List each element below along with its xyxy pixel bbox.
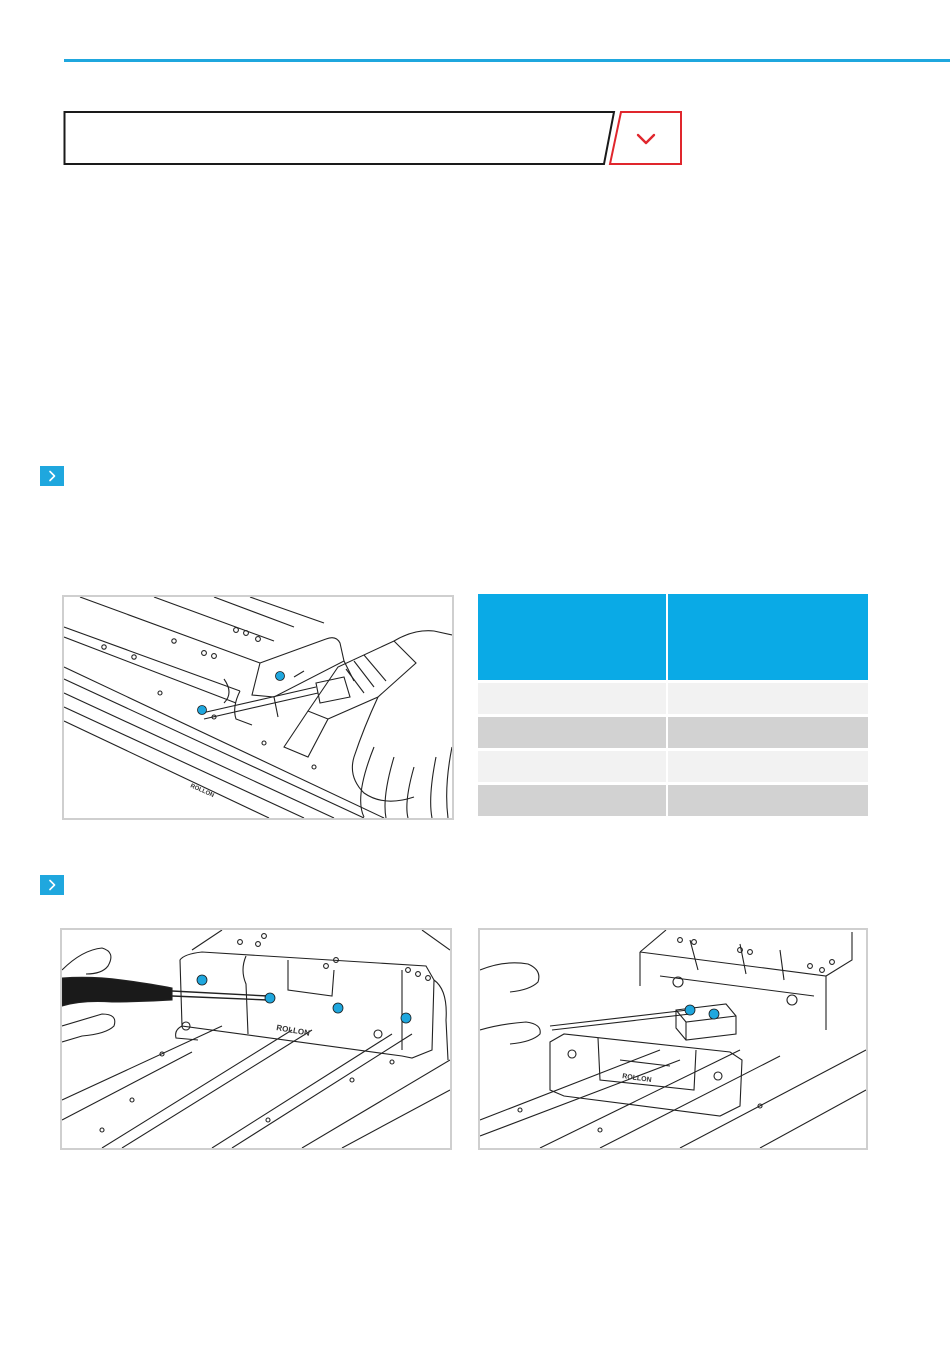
section-marker-2[interactable] bbox=[40, 875, 64, 895]
chevron-down-icon bbox=[605, 110, 683, 166]
carriage-illustration bbox=[64, 597, 452, 818]
table-cell bbox=[668, 751, 868, 782]
end-cap-removal-illustration bbox=[480, 930, 866, 1148]
section-marker-1[interactable] bbox=[40, 466, 64, 486]
figure-end-cap-screws bbox=[60, 928, 452, 1150]
figure-carriage-lubrication bbox=[62, 595, 454, 820]
table-cell bbox=[478, 717, 666, 748]
brand-label: ROLLON bbox=[621, 1073, 652, 1085]
table-row bbox=[478, 717, 868, 748]
table-header-cell bbox=[478, 594, 666, 680]
collapse-button[interactable] bbox=[605, 110, 683, 166]
chevron-right-icon bbox=[40, 875, 64, 895]
table-cell bbox=[478, 751, 666, 782]
table-cell bbox=[478, 683, 666, 714]
title-frame bbox=[63, 110, 623, 166]
table-row bbox=[478, 785, 868, 816]
table-row bbox=[478, 683, 868, 714]
table-header bbox=[478, 594, 868, 680]
brand-label: ROLLON bbox=[275, 1023, 311, 1038]
section-title-box bbox=[63, 110, 623, 166]
table-cell bbox=[668, 683, 868, 714]
spec-table bbox=[478, 594, 868, 816]
table-cell bbox=[478, 785, 666, 816]
end-cap-illustration bbox=[62, 930, 450, 1148]
table-row bbox=[478, 751, 868, 782]
figure-end-cap-removal bbox=[478, 928, 868, 1150]
brand-label: ROLLON bbox=[189, 783, 215, 800]
top-rule bbox=[64, 59, 950, 62]
table-cell bbox=[668, 785, 868, 816]
table-header-cell bbox=[668, 594, 868, 680]
table-cell bbox=[668, 717, 868, 748]
chevron-right-icon bbox=[40, 466, 64, 486]
